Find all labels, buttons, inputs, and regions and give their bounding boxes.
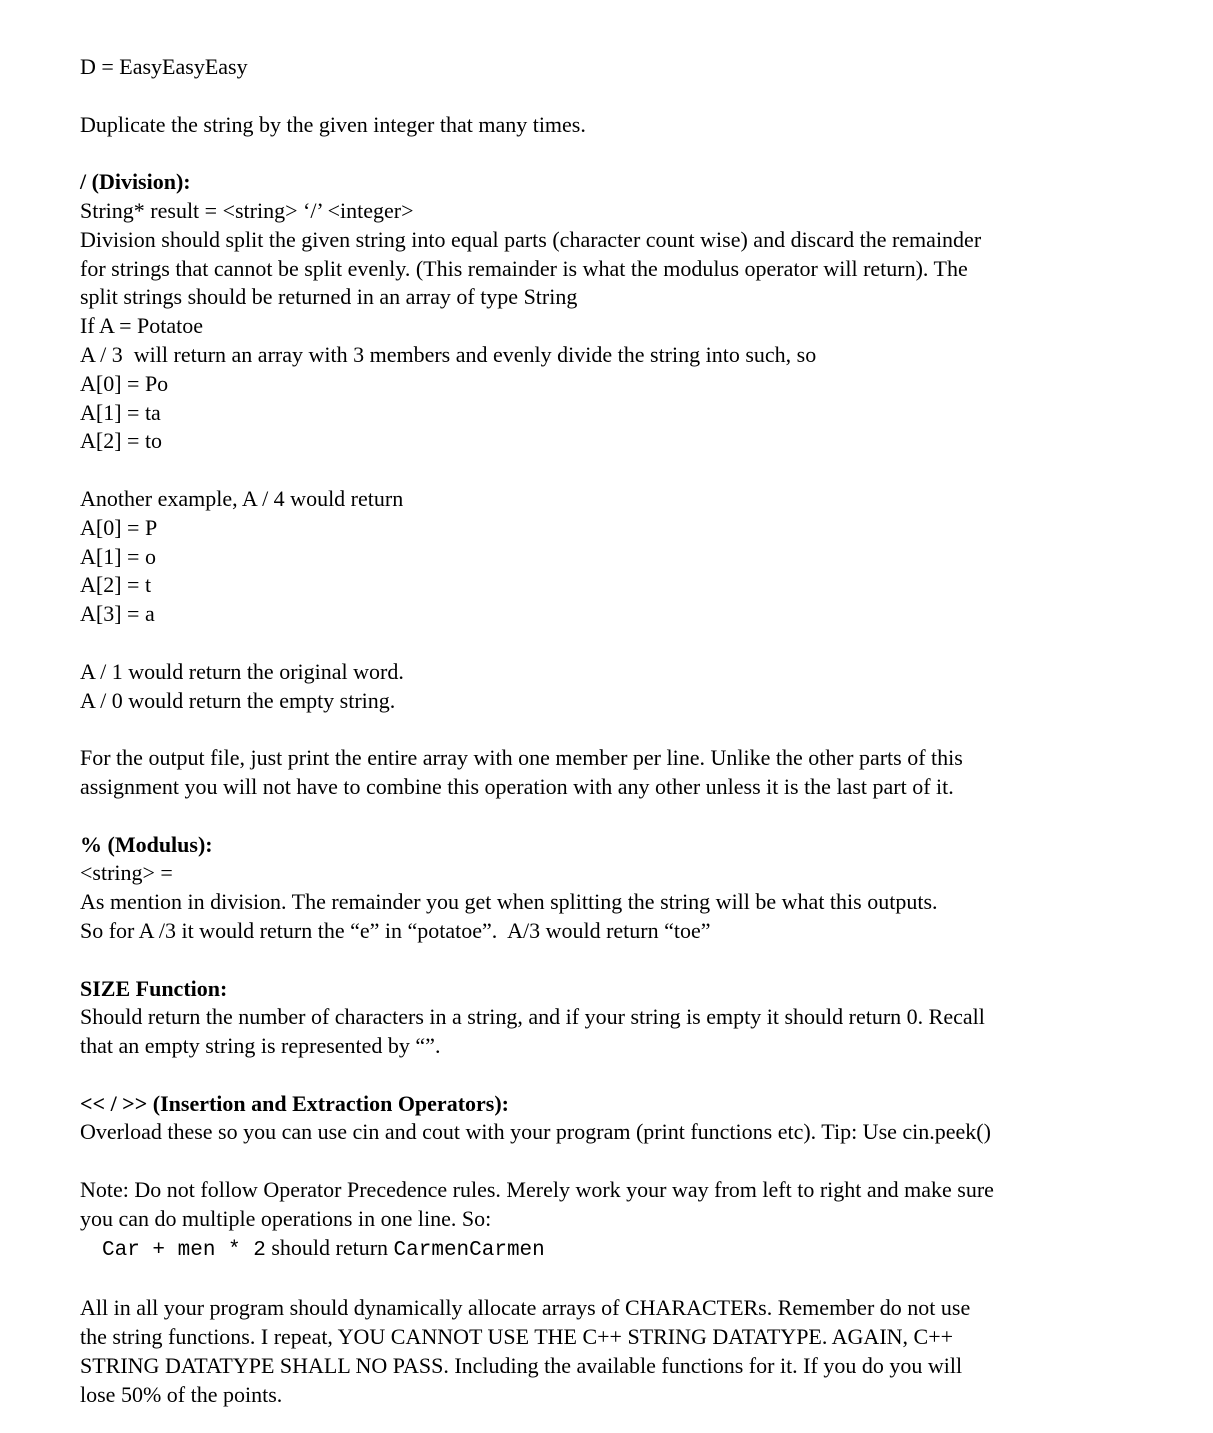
division-description-line: Division should split the given string into equal parts (character count wise) and discard the remainder [80,226,982,252]
spacer [80,1061,1140,1090]
spacer [80,139,1140,168]
code-result: CarmenCarmen [393,1238,545,1262]
spacer [80,82,1140,111]
division-edge-line: A / 1 would return the original word. [80,658,404,684]
size-line: that an empty string is represented by “”. [80,1033,441,1059]
division-heading: / (Division): [80,169,191,195]
division-example-line: A / 3 will return an array with 3 members and evenly divide the string into such, so [80,341,817,367]
division-example-line: A[2] = to [80,428,163,454]
multiplication-description: Duplicate the string by the given integer that many times. [80,111,586,137]
closing-line: All in all your program should dynamically allocate arrays of CHARACTERs. Remember do not use [80,1295,971,1321]
closing-line: STRING DATATYPE SHALL NO PASS. Including the available functions for it. If you do you will [80,1352,963,1378]
division-example-line: A[1] = ta [80,399,161,425]
multiplication-example-result: D = EasyEasyEasy [80,54,248,79]
modulus-signature: <string> = [80,860,173,886]
spacer [80,946,1140,975]
spacer [80,1147,1140,1176]
modulus-heading: % (Modulus): [80,831,213,857]
division-output-line: assignment you will not have to combine this operation with any other unless it is the last part of it. [80,773,954,799]
spacer [80,715,1140,744]
division-description-line: for strings that cannot be split evenly. (This remainder is what the modulus operator will return). The [80,255,968,281]
spacer [80,1265,1140,1294]
note-code-example [80,1234,1140,1266]
closing-line: the string functions. I repeat, YOU CANNOT USE THE C++ STRING DATATYPE. AGAIN, C++ [80,1324,954,1350]
division-example2-line: A[2] = t [80,572,152,598]
size-heading: SIZE Function: [80,975,228,1001]
division-example2-line: A[1] = o [80,543,156,569]
division-example-line: A[0] = Po [80,370,169,396]
division-example2-line: A[0] = P [80,514,158,540]
closing-line: lose 50% of the points. [80,1381,283,1407]
spacer [80,456,1140,485]
modulus-line: So for A /3 it would return the “e” in “potatoe”. A/3 would return “toe” [80,917,711,943]
division-example-line: If A = Potatoe [80,313,204,339]
modulus-line: As mention in division. The remainder you get when splitting the string will be what this outputs. [80,889,938,915]
size-line: Should return the number of characters in a string, and if your string is empty it should return 0. Recall [80,1004,985,1030]
division-edge-line: A / 0 would return the empty string. [80,687,396,713]
spacer [80,629,1140,658]
division-signature: String* result = <string> ‘/’ <integer> [80,197,414,223]
code-middle-text: should return [265,1234,394,1260]
code-expression: Car + men * 2 [102,1238,266,1262]
division-output-line: For the output file, just print the entire array with one member per line. Unlike the other parts of this [80,745,963,771]
io-heading: << / >> (Insertion and Extraction Operators): [80,1090,509,1116]
document-page [80,53,1140,1409]
division-example2-line: A[3] = a [80,601,155,627]
note-line: you can do multiple operations in one line. So: [80,1205,492,1231]
division-description-line: split strings should be returned in an array of type String [80,284,578,310]
division-example2-line: Another example, A / 4 would return [80,485,404,511]
spacer [80,802,1140,831]
note-line: Note: Do not follow Operator Precedence rules. Merely work your way from left to right and make sure [80,1177,994,1203]
io-line: Overload these so you can use cin and cout with your program (print functions etc). Tip: Use cin.peek() [80,1119,991,1145]
